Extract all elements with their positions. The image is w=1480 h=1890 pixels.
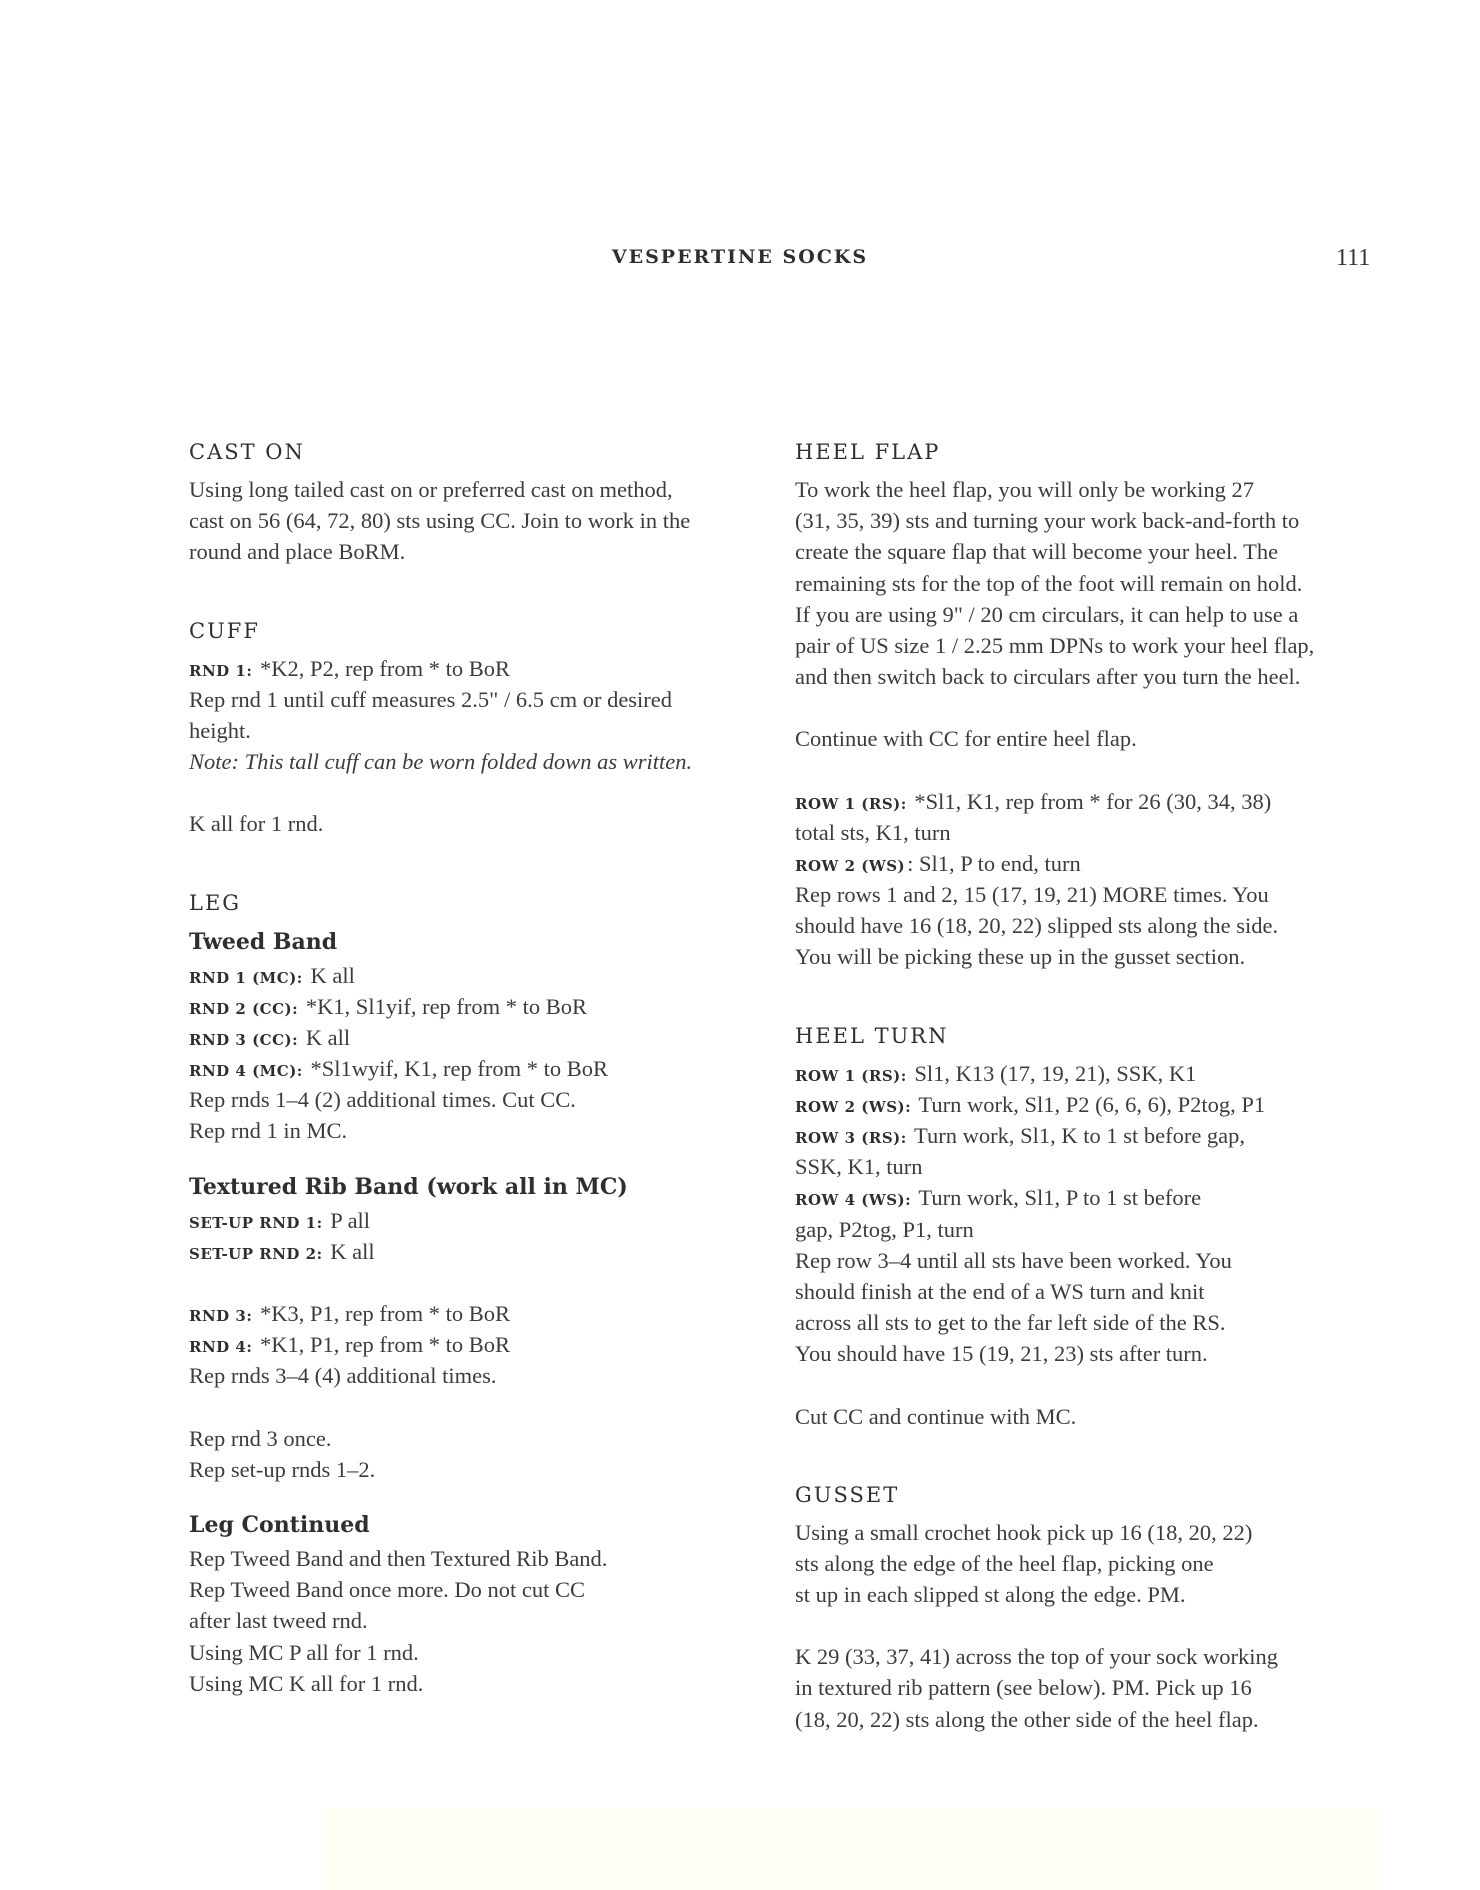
body-line: Rep Tweed Band once more. Do not cut CC <box>189 1577 586 1603</box>
body-line: round and place BoRM. <box>189 539 406 565</box>
round-text: *K1, Sl1yif, rep from * to BoR <box>300 993 588 1019</box>
round-label: RND 1 (MC): <box>189 968 303 987</box>
body-line: should have 16 (18, 20, 22) slipped sts along the side. <box>795 913 1279 939</box>
body-line: Rep rnd 1 in MC. <box>189 1118 348 1144</box>
body-line: total sts, K1, turn <box>795 819 951 845</box>
body-line: after last tweed rnd. <box>189 1608 368 1634</box>
body-line: Rep rows 1 and 2, 15 (17, 19, 21) MORE times. You <box>795 882 1269 908</box>
row-label: ROW 2 (WS): <box>795 1097 912 1116</box>
body-line: sts along the edge of the heel flap, picking one <box>795 1550 1214 1576</box>
rib-round <box>189 1298 729 1329</box>
leg-continued-title: Leg Continued <box>189 1511 370 1538</box>
heel-turn-row-3 <box>795 1120 1355 1151</box>
body-line: K 29 (33, 37, 41) across the top of your sock working <box>795 1644 1279 1670</box>
body-line: Rep rnds 3–4 (4) additional times. <box>189 1363 497 1389</box>
round-label: RND 3: <box>189 1307 253 1325</box>
textured-rib-title: Textured Rib Band (work all in MC) <box>189 1173 628 1200</box>
heel-turn-row-4 <box>795 1182 1355 1213</box>
body-line: If you are using 9" / 20 cm circulars, it can help to use a <box>795 601 1299 627</box>
body-line: Rep rnd 1 until cuff measures 2.5" / 6.5 cm or desired <box>189 686 673 712</box>
heel-flap-row-1 <box>795 786 1355 817</box>
round-text: K all <box>304 962 355 988</box>
body-line: Using long tailed cast on or preferred cast on method, <box>189 477 673 502</box>
round-label: SET-UP RND 1: <box>189 1213 323 1232</box>
body-line: remaining sts for the top of the foot will remain on hold. <box>795 570 1303 596</box>
row-text: Turn work, Sl1, P2 (6, 6, 6), P2tog, P1 <box>913 1091 1266 1117</box>
body-line: To work the heel flap, you will only be working 27 <box>795 477 1254 502</box>
tweed-round <box>189 991 729 1022</box>
body-line: across all sts to get to the far left side of the RS. <box>795 1310 1226 1336</box>
body-line: Cut CC and continue with MC. <box>795 1403 1077 1429</box>
body-line: Rep rnds 1–4 (2) additional times. Cut CC. <box>189 1087 576 1113</box>
body-line: K all for 1 rnd. <box>189 811 324 837</box>
body-line: pair of US size 1 / 2.25 mm DPNs to work your heel flap, <box>795 632 1315 658</box>
row-text: *Sl1, K1, rep from * for 26 (30, 34, 38) <box>908 788 1272 814</box>
body-line: (31, 35, 39) sts and turning your work back-and-forth to <box>795 508 1300 534</box>
row-text: Turn work, Sl1, P to 1 st before <box>913 1185 1202 1211</box>
round-text: *K2, P2, rep from * to BoR <box>254 655 511 681</box>
heel-flap-row-2 <box>795 848 1355 879</box>
setup-round <box>189 1236 729 1267</box>
tweed-band-title: Tweed Band <box>189 928 338 955</box>
tweed-round <box>189 960 729 991</box>
body-line: Rep rnd 3 once. <box>189 1425 332 1451</box>
round-label: RND 3 (CC): <box>189 1030 299 1049</box>
round-label: RND 4: <box>189 1338 253 1357</box>
cast-on-heading: CAST ON <box>189 440 305 464</box>
body-line: Continue with CC for entire heel flap. <box>795 726 1137 752</box>
right-column <box>795 437 1355 1735</box>
round-label: RND 1: <box>189 661 253 680</box>
heel-flap-heading: HEEL FLAP <box>795 440 941 464</box>
round-label: RND 2 (CC): <box>189 999 299 1018</box>
round-text: *Sl1wyif, K1, rep from * to BoR <box>304 1056 608 1082</box>
body-line: Rep row 3–4 until all sts have been worked. You <box>795 1247 1232 1273</box>
left-column <box>189 437 729 1699</box>
body-line: should finish at the end of a WS turn and knit <box>795 1278 1205 1304</box>
page-number: 111 <box>1336 245 1371 271</box>
row-label: ROW 1 (RS): <box>795 794 907 813</box>
body-line: and then switch back to circulars after you turn the heel. <box>795 664 1301 690</box>
heel-turn-row-1 <box>795 1058 1355 1089</box>
body-line: You will be picking these up in the gusset section. <box>795 944 1246 970</box>
round-text: K all <box>300 1024 351 1050</box>
round-label: RND 4 (MC): <box>189 1062 303 1081</box>
row-text: Turn work, Sl1, K to 1 st before gap, <box>908 1123 1246 1148</box>
body-line: create the square flap that will become your heel. The <box>795 539 1279 565</box>
rib-round <box>189 1329 729 1360</box>
cuff-note: Note: This tall cuff can be worn folded down as written. <box>189 749 693 775</box>
setup-round <box>189 1205 729 1236</box>
body-line: Using MC P all for 1 rnd. <box>189 1639 419 1665</box>
body-line: Rep set-up rnds 1–2. <box>189 1456 376 1482</box>
body-line: in textured rib pattern (see below). PM. Pick up 16 <box>795 1675 1252 1701</box>
cuff-heading: CUFF <box>189 618 260 643</box>
round-text: *K1, P1, rep from * to BoR <box>254 1332 511 1358</box>
body-line: You should have 15 (19, 21, 23) sts after turn. <box>795 1341 1208 1367</box>
cuff-round-1 <box>189 653 729 684</box>
tweed-round <box>189 1053 729 1084</box>
body-line: cast on 56 (64, 72, 80) sts using CC. Join to work in the <box>189 508 691 534</box>
gusset-heading: GUSSET <box>795 1482 900 1507</box>
body-line: height. <box>189 717 251 743</box>
body-line: gap, P2tog, P1, turn <box>795 1216 974 1242</box>
round-text: K all <box>324 1238 375 1264</box>
leg-heading: LEG <box>189 890 242 915</box>
body-line: (18, 20, 22) sts along the other side of the heel flap. <box>795 1706 1259 1732</box>
body-line: st up in each slipped st along the edge. PM. <box>795 1582 1186 1608</box>
row-label: ROW 4 (WS): <box>795 1191 912 1210</box>
row-text: Sl1, K13 (17, 19, 21), SSK, K1 <box>908 1060 1197 1086</box>
row-label: ROW 1 (RS): <box>795 1066 907 1085</box>
body-line: Using a small crochet hook pick up 16 (18, 20, 22) <box>795 1519 1253 1545</box>
round-label: SET-UP RND 2: <box>189 1244 323 1263</box>
round-text: P all <box>324 1207 371 1233</box>
heel-turn-row-2 <box>795 1089 1355 1120</box>
body-line: Rep Tweed Band and then Textured Rib Band. <box>189 1545 608 1571</box>
body-line: SSK, K1, turn <box>795 1154 923 1180</box>
tweed-round <box>189 1022 729 1053</box>
round-text: *K3, P1, rep from * to BoR <box>254 1301 511 1326</box>
running-head-title: VESPERTINE SOCKS <box>611 246 869 268</box>
body-line: Using MC K all for 1 rnd. <box>189 1670 424 1696</box>
heel-turn-heading: HEEL TURN <box>795 1023 949 1048</box>
row-text: : Sl1, P to end, turn <box>907 850 1081 876</box>
page-tint-strip <box>325 1808 1379 1890</box>
row-label: ROW 2 (WS) <box>795 856 906 875</box>
row-label: ROW 3 (RS): <box>795 1129 907 1147</box>
